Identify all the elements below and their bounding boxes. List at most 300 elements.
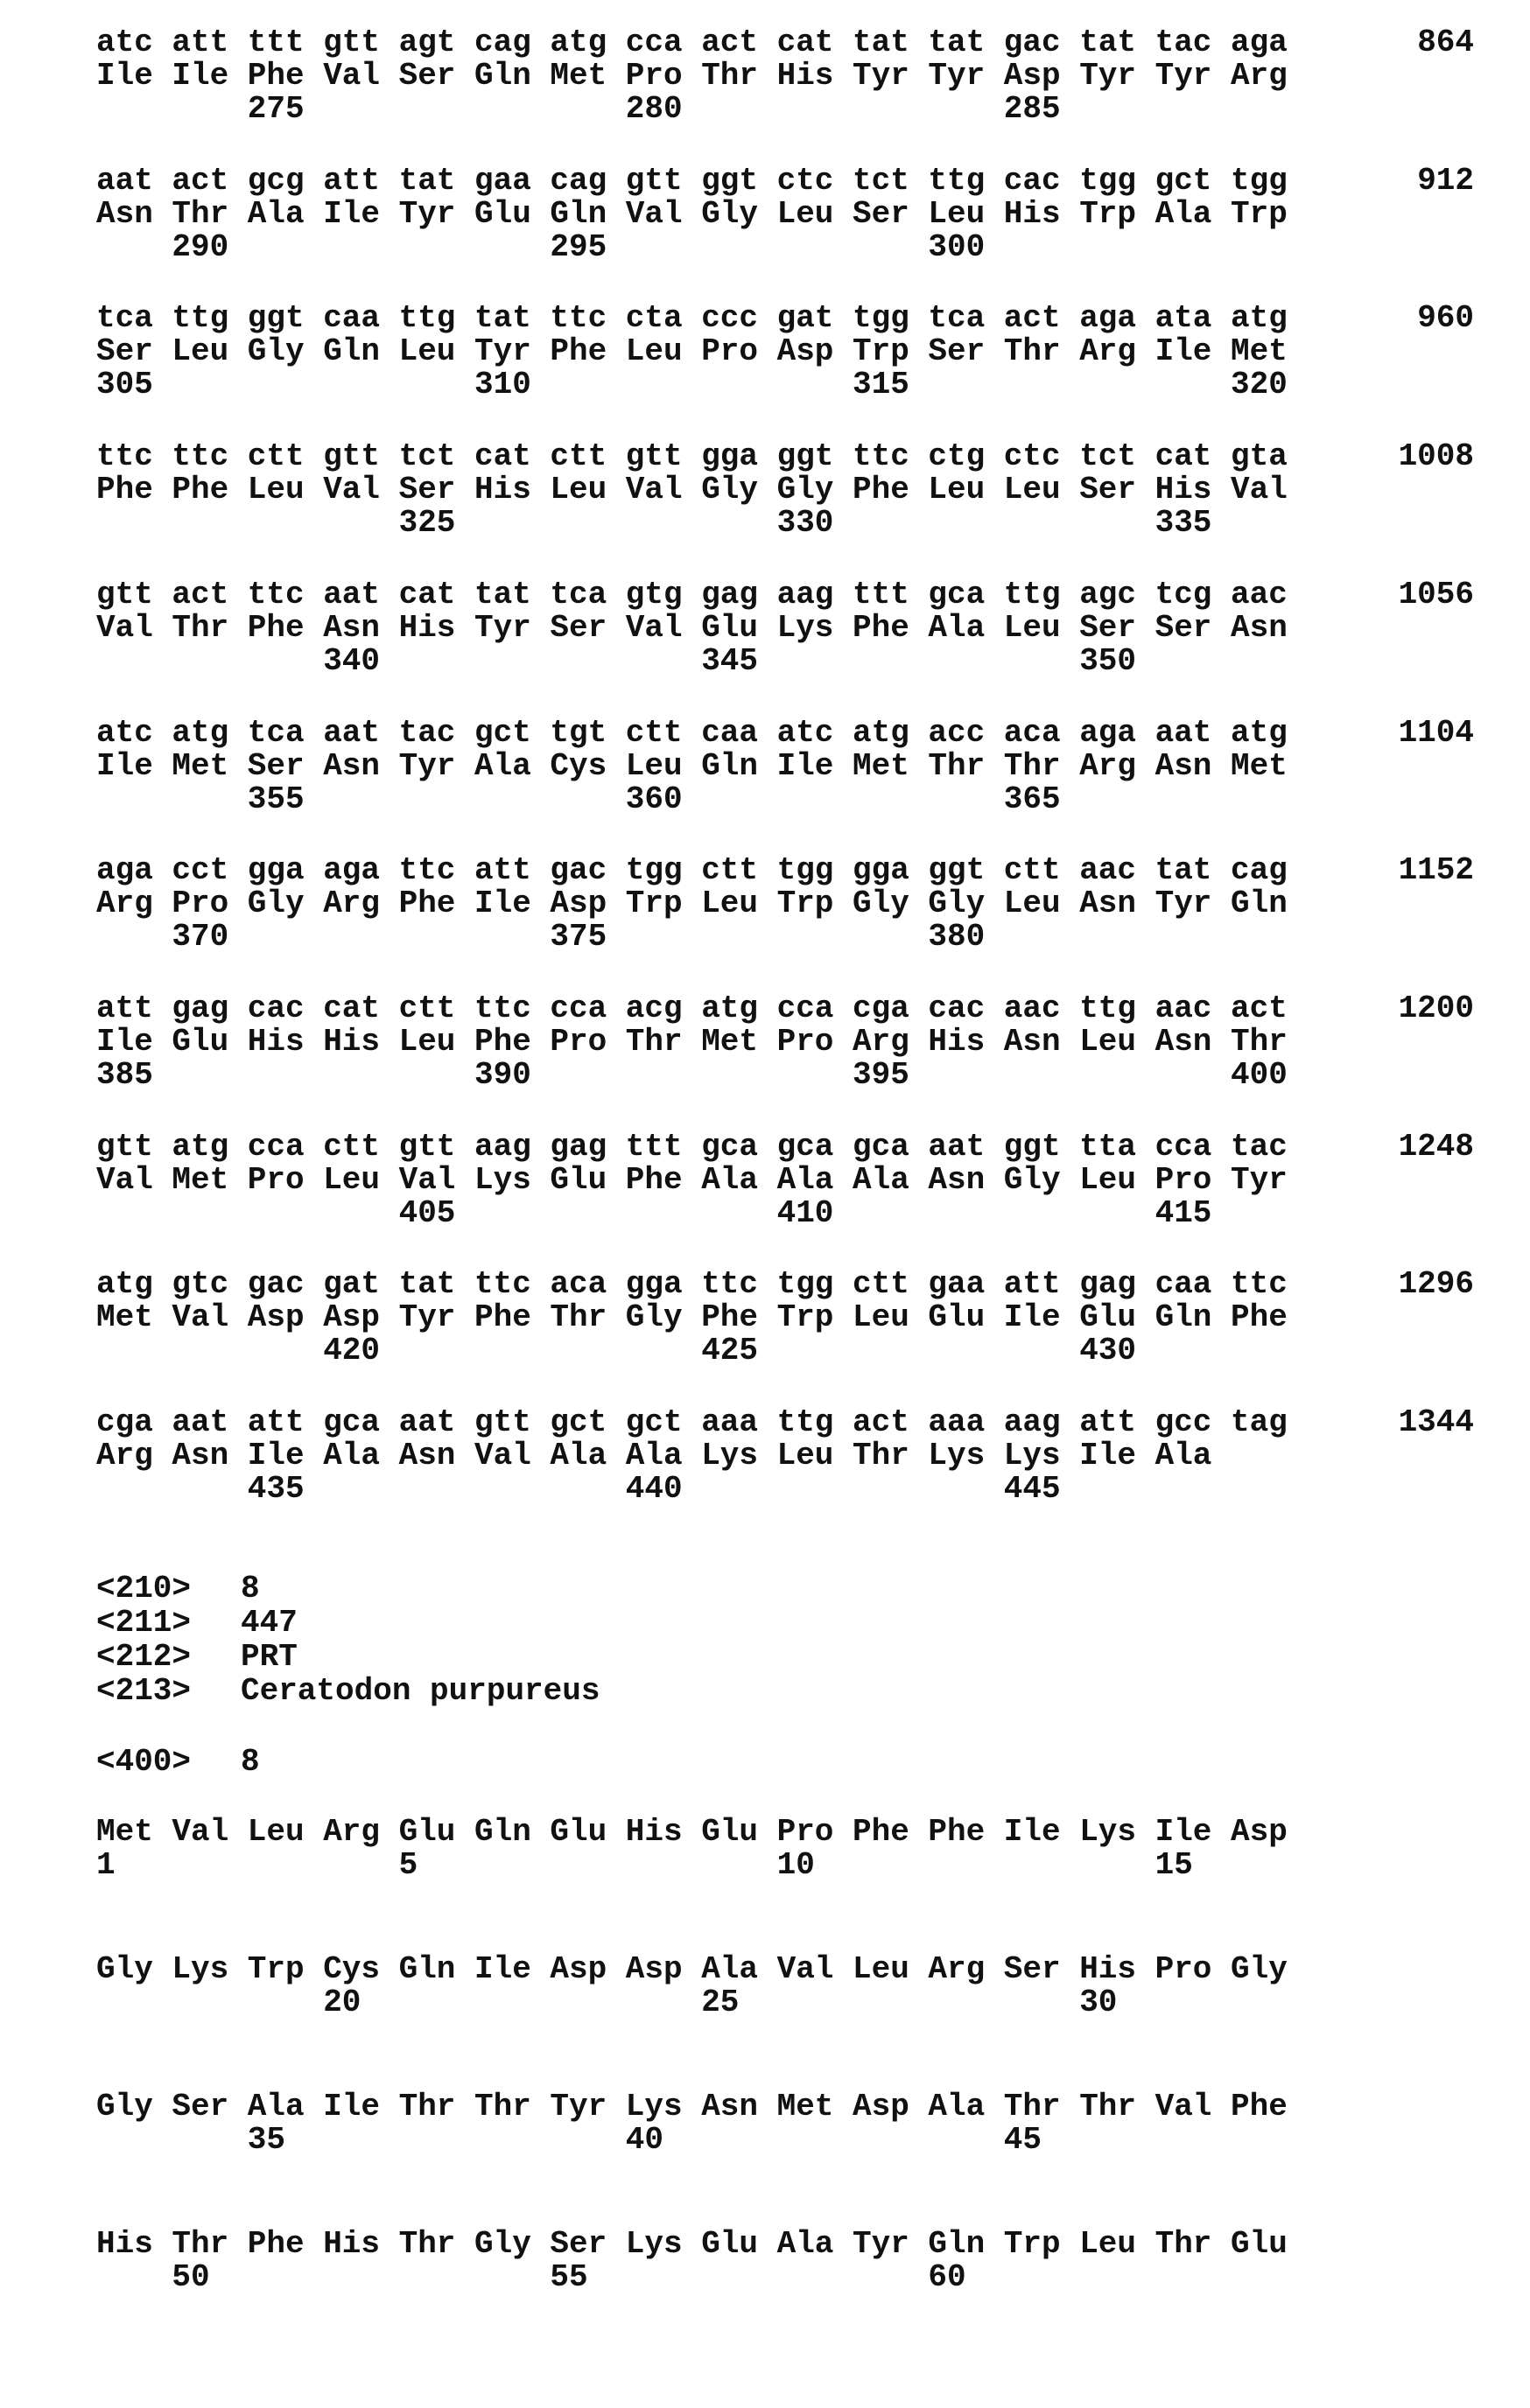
residue-item: Glu [550,1815,607,1850]
codon-item: atc [96,25,153,60]
residue-item: Gln [1155,1300,1212,1335]
codon-item: ttg [1004,578,1061,612]
residue-item: Val [96,1163,153,1198]
position-item: 305 [96,368,153,402]
codon-item: aac [1004,991,1061,1026]
residue-item: Thr [550,1300,607,1335]
residue-item: Phe [853,1815,909,1850]
residue-item: Val [323,59,380,94]
residue-item: His [323,1025,380,1060]
codon-item: gac [1004,25,1061,60]
residue-item: Pro [701,334,758,369]
codon-item: aga [1079,716,1136,751]
residue-item: Leu [399,334,456,369]
residue-item: His [626,1815,683,1850]
codon-item: tca [550,578,607,612]
field-value: 8 [241,1571,260,1606]
codon-item: gca [853,1130,909,1165]
residue-item: Ile [474,886,531,921]
residue-item: Leu [1004,611,1061,646]
residue-item: Leu [1004,472,1061,508]
residue-item: Asn [701,2090,758,2124]
residue-item: Asn [1231,611,1288,646]
codon-item: gtc [172,1267,228,1302]
residue-item: Ala [701,1952,758,1987]
residue-item: Phe [626,1163,683,1198]
codon-item: gca [777,1130,834,1165]
codon-item: ctt [399,991,456,1026]
residue-item: Asn [323,749,380,784]
position-item: 50 [172,2260,209,2295]
nucleotide-position: 1008 [1399,439,1474,474]
residue-item: Thr [853,1438,909,1474]
codon-item: cca [626,25,683,60]
codon-item: atg [96,1267,153,1302]
codon-item: cca [550,991,607,1026]
residue-item: Ser [248,749,305,784]
residue-item: Asn [928,1163,985,1198]
field-tag: <213> [96,1674,241,1709]
residue-item: Ile [96,1025,153,1060]
position-item: 365 [1004,782,1061,817]
header-field [96,1640,298,1675]
residue-item: Pro [777,1025,834,1060]
codon-item: aga [1231,25,1288,60]
residue-item: Leu [323,1163,380,1198]
residue-item: Leu [1079,1025,1136,1060]
nucleotide-position: 1344 [1399,1405,1474,1440]
codon-item: gca [323,1405,380,1440]
residue-item: Asn [323,611,380,646]
codon-item: gct [626,1405,683,1440]
sequence-tag [96,1745,260,1780]
residue-item: Tyr [474,611,531,646]
codon-item: gcg [248,164,305,199]
residue-item: Val [626,611,683,646]
codon-item: tac [1155,25,1212,60]
residue-item: Gly [248,334,305,369]
residue-item: Ile [248,1438,305,1474]
residue-item: His [928,1025,985,1060]
position-item: 10 [777,1848,815,1883]
codon-item: gcc [1155,1405,1212,1440]
codon-item: cac [248,991,305,1026]
residue-item: Ile [1004,1815,1061,1850]
codon-item: tat [474,301,531,336]
residue-item: Asp [248,1300,305,1335]
codon-item: tac [399,716,456,751]
residue-item: Glu [172,1025,228,1060]
residue-item: Arg [1079,334,1136,369]
codon-item: ggt [701,164,758,199]
residue-item: Leu [172,334,228,369]
codon-item: atg [1231,301,1288,336]
position-item: 375 [550,920,607,955]
residue-item: Val [474,1438,531,1474]
codon-item: cat [777,25,834,60]
residue-item: Gly [853,886,909,921]
residue-item: Thr [399,2090,456,2124]
residue-item: Glu [399,1815,456,1850]
codon-item: act [1231,991,1288,1026]
residue-item: Phe [172,472,228,508]
position-item: 20 [323,1985,361,2020]
codon-item: tat [1155,853,1212,888]
residue-item: Met [96,1300,153,1335]
residue-item: Phe [1231,1300,1288,1335]
codon-item: atg [172,1130,228,1165]
residue-item: Trp [1004,2227,1061,2262]
residue-item: Met [1231,334,1288,369]
residue-item: Ile [96,59,153,94]
residue-item: Val [96,611,153,646]
residue-item: Phe [248,59,305,94]
codon-item: cac [928,991,985,1026]
codon-item: ttc [1231,1267,1288,1302]
codon-item: cca [1155,1130,1212,1165]
codon-item: caa [1155,1267,1212,1302]
codon-item: tca [96,301,153,336]
residue-item: Ala [853,1163,909,1198]
codon-item: cat [323,991,380,1026]
residue-item: Trp [1079,197,1136,232]
codon-item: tct [399,439,456,474]
residue-item: Ala [1155,197,1212,232]
residue-item: Met [853,749,909,784]
residue-item: Gly [1231,1952,1288,1987]
position-item: 350 [1079,644,1136,679]
residue-item: Asn [1155,749,1212,784]
nucleotide-position: 1104 [1399,716,1474,751]
field-tag: <211> [96,1606,241,1641]
field-tag: <212> [96,1640,241,1675]
residue-item: Asp [1004,59,1061,94]
nucleotide-position: 912 [1417,164,1474,199]
residue-item: Tyr [1155,886,1212,921]
position-item: 290 [172,230,228,265]
codon-item: ttg [172,301,228,336]
residue-item: Asp [626,1952,683,1987]
residue-item: Phe [701,1300,758,1335]
codon-item: ttc [96,439,153,474]
residue-item: Glu [550,1163,607,1198]
residue-item: Met [701,1025,758,1060]
codon-item: act [853,1405,909,1440]
residue-item: Gln [701,749,758,784]
residue-item: Ser [399,472,456,508]
codon-item: agc [1079,578,1136,612]
codon-item: gga [701,439,758,474]
position-item: 300 [928,230,985,265]
codon-item: gat [323,1267,380,1302]
residue-item: Thr [626,1025,683,1060]
residue-item: Gly [96,1952,153,1987]
position-item: 445 [1004,1472,1061,1507]
residue-item: His [399,611,456,646]
codon-item: tgg [853,301,909,336]
field-value: 447 [241,1605,298,1641]
codon-item: ttt [853,578,909,612]
position-item: 385 [96,1058,153,1093]
residue-item: Glu [1231,2227,1288,2262]
codon-item: aaa [701,1405,758,1440]
codon-item: tac [1231,1130,1288,1165]
codon-item: ttc [474,1267,531,1302]
residue-item: Asn [1004,1025,1061,1060]
residue-item: Gly [474,2227,531,2262]
residue-item: Leu [853,1952,909,1987]
codon-item: tgg [1231,164,1288,199]
residue-item: Ser [172,2090,228,2124]
residue-item: Gly [701,197,758,232]
codon-item: aat [399,1405,456,1440]
residue-item: Ser [1155,611,1212,646]
position-item: 395 [853,1058,909,1093]
field-tag: <210> [96,1572,241,1606]
residue-item: His [96,2227,153,2262]
codon-item: atg [1231,716,1288,751]
residue-item: Asn [1079,886,1136,921]
codon-item: ttt [626,1130,683,1165]
residue-item: Gln [399,1952,456,1987]
codon-item: gtt [323,25,380,60]
codon-item: aac [1231,578,1288,612]
residue-item: Pro [248,1163,305,1198]
position-item: 15 [1155,1848,1193,1883]
codon-item: ttg [1079,991,1136,1026]
residue-item: Lys [928,1438,985,1474]
position-item: 30 [1079,1985,1117,2020]
codon-item: ttt [248,25,305,60]
position-item: 400 [1231,1058,1288,1093]
residue-item: Pro [1155,1163,1212,1198]
codon-item: ttg [399,301,456,336]
residue-item: Gln [474,59,531,94]
residue-item: Ala [248,197,305,232]
residue-item: Ile [1155,334,1212,369]
codon-item: ctc [1004,439,1061,474]
codon-item: tca [928,301,985,336]
header-field [96,1572,260,1606]
codon-item: gag [550,1130,607,1165]
position-item: 335 [1155,506,1212,541]
codon-item: gta [1231,439,1288,474]
position-item: 345 [701,644,758,679]
codon-item: gtg [626,578,683,612]
residue-item: Gly [1004,1163,1061,1198]
residue-item: Lys [172,1952,228,1987]
residue-item: Ser [1079,472,1136,508]
nucleotide-position: 1056 [1399,578,1474,612]
residue-item: Leu [928,197,985,232]
codon-item: tat [853,25,909,60]
codon-item: gca [701,1130,758,1165]
codon-item: gtt [626,164,683,199]
residue-item: Gln [474,1815,531,1850]
residue-item: His [1004,197,1061,232]
codon-item: gct [474,716,531,751]
residue-item: Leu [777,197,834,232]
position-item: 340 [323,644,380,679]
residue-item: Leu [1079,1163,1136,1198]
codon-item: act [1004,301,1061,336]
residue-item: Lys [626,2090,683,2124]
codon-item: ttc [701,1267,758,1302]
nucleotide-position: 864 [1417,25,1474,60]
residue-item: Ile [323,197,380,232]
residue-item: Ala [928,611,985,646]
position-item: 55 [550,2260,587,2295]
codon-item: tca [248,716,305,751]
position-item: 320 [1231,368,1288,402]
codon-item: cta [626,301,683,336]
residue-item: Thr [172,2227,228,2262]
residue-item: Ser [928,334,985,369]
position-item: 285 [1004,92,1061,127]
residue-item: Val [1231,472,1288,508]
codon-item: acc [928,716,985,751]
residue-item: Arg [96,1438,153,1474]
codon-item: att [1004,1267,1061,1302]
residue-item: Met [1231,749,1288,784]
residue-item: Asp [1231,1815,1288,1850]
codon-item: aga [1079,301,1136,336]
codon-item: tat [1079,25,1136,60]
codon-item: cag [1231,853,1288,888]
residue-item: Lys [626,2227,683,2262]
residue-item: Met [172,1163,228,1198]
residue-item: Trp [248,1952,305,1987]
position-item: 280 [626,92,683,127]
residue-item: Ala [550,1438,607,1474]
codon-item: gtt [626,439,683,474]
codon-item: ctt [701,853,758,888]
residue-item: Phe [399,886,456,921]
codon-item: tta [1079,1130,1136,1165]
residue-item: Arg [853,1025,909,1060]
residue-item: Gly [248,886,305,921]
residue-item: Ile [1155,1815,1212,1850]
codon-item: cag [474,25,531,60]
nucleotide-position: 1152 [1399,853,1474,888]
residue-item: Leu [853,1300,909,1335]
codon-item: ata [1155,301,1212,336]
codon-item: ttg [777,1405,834,1440]
codon-item: gtt [96,1130,153,1165]
codon-item: atg [172,716,228,751]
residue-item: Asn [96,197,153,232]
residue-item: Tyr [399,749,456,784]
codon-item: cga [96,1405,153,1440]
codon-item: att [474,853,531,888]
residue-item: Tyr [1079,59,1136,94]
nucleotide-position: 1200 [1399,991,1474,1026]
codon-item: cat [474,439,531,474]
residue-item: Ala [323,1438,380,1474]
codon-item: tct [853,164,909,199]
residue-item: Ile [474,1952,531,1987]
codon-item: atc [96,716,153,751]
codon-item: tcg [1155,578,1212,612]
residue-item: Thr [1079,2090,1136,2124]
residue-item: Val [399,1163,456,1198]
residue-item: Glu [1079,1300,1136,1335]
position-item: 390 [474,1058,531,1093]
residue-item: Arg [323,886,380,921]
residue-item: Val [1155,2090,1212,2124]
residue-item: Phe [550,334,607,369]
codon-item: gac [550,853,607,888]
nucleotide-position: 1296 [1399,1267,1474,1302]
residue-item: Met [550,59,607,94]
codon-item: tgg [1079,164,1136,199]
residue-item: Gln [323,334,380,369]
residue-item: Gly [701,472,758,508]
residue-item: Thr [172,611,228,646]
residue-item: Tyr [399,1300,456,1335]
residue-item: Ser [853,197,909,232]
codon-item: tgg [626,853,683,888]
codon-item: act [172,164,228,199]
codon-item: gag [1079,1267,1136,1302]
codon-item: aca [1004,716,1061,751]
residue-item: Tyr [1231,1163,1288,1198]
codon-item: cca [777,991,834,1026]
codon-item: ttc [474,991,531,1026]
residue-item: Ile [96,749,153,784]
codon-item: atg [853,716,909,751]
residue-item: Thr [1155,2227,1212,2262]
residue-item: Ser [1004,1952,1061,1987]
position-item: 425 [701,1334,758,1368]
codon-item: gct [1155,164,1212,199]
codon-item: ctt [1004,853,1061,888]
position-item: 60 [928,2260,965,2295]
position-item: 275 [248,92,305,127]
codon-item: act [701,25,758,60]
position-item: 295 [550,230,607,265]
residue-item: Trp [1231,197,1288,232]
residue-item: Thr [1231,1025,1288,1060]
codon-item: tct [1079,439,1136,474]
residue-item: Arg [96,886,153,921]
residue-item: Trp [777,886,834,921]
codon-item: ctt [853,1267,909,1302]
position-item: 415 [1155,1196,1212,1231]
codon-item: atg [550,25,607,60]
residue-item: Ile [323,2090,380,2124]
residue-item: Thr [1004,2090,1061,2124]
residue-item: His [474,472,531,508]
codon-item: ggt [248,301,305,336]
position-item: 310 [474,368,531,402]
residue-item: Lys [1004,1438,1061,1474]
residue-item: Phe [1231,2090,1288,2124]
nucleotide-position: 1248 [1399,1130,1474,1165]
residue-item: Gly [96,2090,153,2124]
residue-item: His [1079,1952,1136,1987]
position-item: 370 [172,920,228,955]
codon-item: ttc [550,301,607,336]
codon-item: tat [928,25,985,60]
residue-item: Asn [172,1438,228,1474]
codon-item: tgt [550,716,607,751]
residue-item: Leu [550,472,607,508]
residue-item: Glu [701,2227,758,2262]
residue-item: Ser [550,611,607,646]
position-item: 40 [626,2123,663,2158]
residue-item: Trp [853,334,909,369]
